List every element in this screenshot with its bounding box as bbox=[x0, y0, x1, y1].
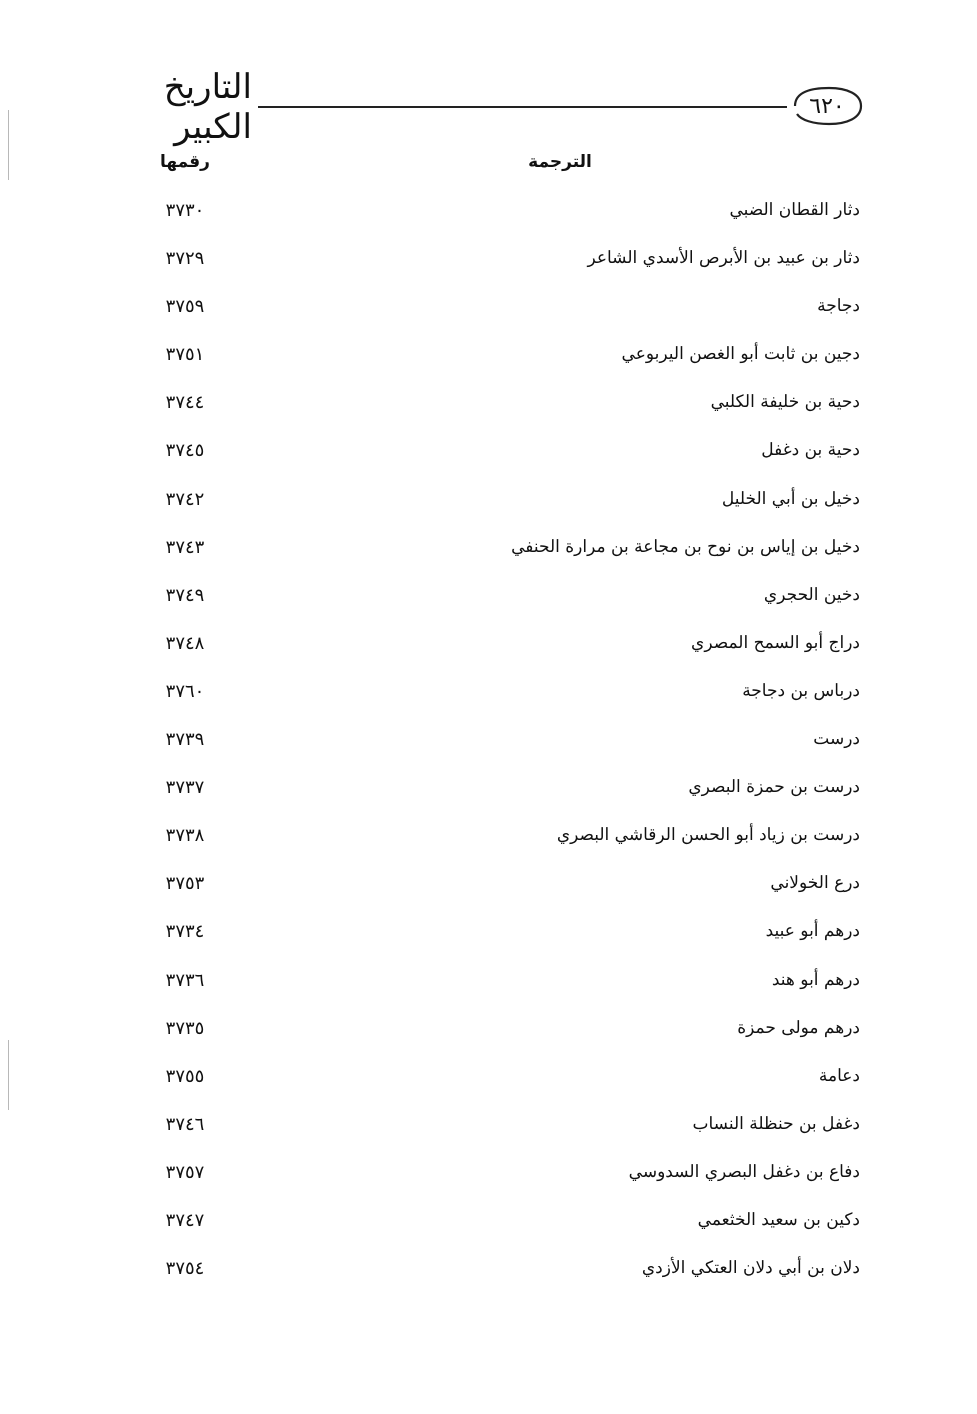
list-item bbox=[150, 675, 860, 723]
list-item bbox=[150, 194, 860, 242]
list-item bbox=[150, 386, 860, 434]
entry-name: درست بن حمزة البصري bbox=[688, 777, 860, 798]
entry-name: دعامة bbox=[818, 1065, 860, 1086]
entry-name: دكين بن سعيد الخثعمي bbox=[697, 1209, 860, 1230]
list-item bbox=[150, 483, 860, 531]
entry-name: درباس بن دجاجة bbox=[742, 680, 860, 701]
entry-number: ٣٧٤٨ bbox=[165, 632, 205, 654]
entry-number: ٣٧٣٠ bbox=[165, 200, 205, 221]
entry-number: ٣٧٥٩ bbox=[165, 296, 205, 318]
entry-number: ٣٧٤٤ bbox=[165, 392, 205, 414]
entry-number: ٣٧٤٧ bbox=[165, 1209, 205, 1231]
entry-name: دراج أبو السمح المصري bbox=[691, 632, 860, 653]
list-item bbox=[150, 242, 860, 290]
entry-name: دثار القطان الضبي bbox=[729, 200, 860, 220]
entry-number: ٣٧٣٧ bbox=[165, 777, 205, 799]
entry-name: دخين الحجري bbox=[763, 584, 860, 605]
list-item bbox=[150, 723, 860, 771]
entry-name: دحية بن دغفل bbox=[761, 440, 860, 461]
entry-number: ٣٧٥٤ bbox=[165, 1258, 205, 1280]
entry-name: درهم مولى حمزة bbox=[737, 1017, 860, 1038]
entry-number: ٣٧٤٣ bbox=[165, 536, 205, 558]
list-item bbox=[150, 771, 860, 819]
entry-number: ٣٧٥٣ bbox=[165, 873, 205, 895]
entry-name: دخيل بن أبي الخليل bbox=[721, 488, 860, 509]
list-item bbox=[150, 1060, 860, 1108]
entry-name: دجاجة bbox=[817, 296, 860, 317]
list-item bbox=[150, 627, 860, 675]
list-item bbox=[150, 1156, 860, 1204]
column-header-name: الترجمة bbox=[528, 152, 592, 172]
entry-name: درست bbox=[813, 729, 860, 750]
entry-name: دلان بن أبي دلان العتكي الأزدي bbox=[641, 1258, 860, 1279]
entry-number: ٣٧٣٨ bbox=[165, 825, 205, 847]
list-item bbox=[150, 290, 860, 338]
running-title: التاريخ الكبير bbox=[163, 67, 252, 147]
entry-number: ٣٧٤٥ bbox=[165, 440, 205, 462]
list-item bbox=[150, 338, 860, 386]
entry-number: ٣٧٥٥ bbox=[165, 1065, 205, 1087]
list-item bbox=[150, 915, 860, 963]
header-rule bbox=[258, 106, 787, 108]
list-item bbox=[150, 1204, 860, 1252]
entry-name: دجين بن ثابت أبو الغصن اليربوعي bbox=[621, 344, 860, 365]
column-header-number: رقمها bbox=[160, 152, 210, 172]
list-item bbox=[150, 434, 860, 482]
scan-edge-line bbox=[8, 1040, 9, 1110]
page-header bbox=[110, 67, 865, 147]
entry-name: درع الخولاني bbox=[770, 873, 860, 894]
entry-number: ٣٧٤٦ bbox=[165, 1113, 205, 1135]
entry-name: دثار بن عبيد بن الأبرص الأسدي الشاعر bbox=[587, 248, 860, 269]
entry-name: دفاع بن دغفل البصري السدوسي bbox=[628, 1161, 860, 1182]
list-item bbox=[150, 1252, 860, 1300]
entry-name: درهم أبو هند bbox=[771, 969, 860, 990]
list-item bbox=[150, 1108, 860, 1156]
entry-number: ٣٧٤٩ bbox=[165, 584, 205, 606]
entry-name: درست بن زياد أبو الحسن الرقاشي البصري bbox=[556, 825, 860, 846]
list-item bbox=[150, 819, 860, 867]
entry-number: ٣٧٢٩ bbox=[165, 248, 205, 270]
page-number: ٦٢٠ bbox=[809, 93, 845, 119]
entry-number: ٣٧٦٠ bbox=[165, 680, 205, 702]
entries-list bbox=[150, 194, 860, 1300]
list-item bbox=[150, 579, 860, 627]
entry-number: ٣٧٣٤ bbox=[165, 921, 205, 943]
list-item bbox=[150, 867, 860, 915]
entry-name: درهم أبو عبيد bbox=[765, 921, 860, 942]
entry-number: ٣٧٥١ bbox=[165, 344, 205, 366]
entry-number: ٣٧٥٧ bbox=[165, 1161, 205, 1183]
list-item bbox=[150, 1012, 860, 1060]
list-item bbox=[150, 964, 860, 1012]
entry-name: دحية بن خليفة الكلبي bbox=[710, 392, 860, 413]
entry-name: دخيل بن إياس بن نوح بن مجاعة بن مرارة الحنفي bbox=[511, 536, 860, 557]
entry-number: ٣٧٣٥ bbox=[165, 1017, 205, 1039]
entry-number: ٣٧٣٩ bbox=[165, 729, 205, 751]
list-item bbox=[150, 531, 860, 579]
page-number-badge bbox=[789, 84, 865, 128]
entry-number: ٣٧٤٢ bbox=[165, 488, 205, 510]
scan-edge-line bbox=[8, 110, 9, 180]
entry-number: ٣٧٣٦ bbox=[165, 969, 205, 991]
entry-name: دغفل بن حنظلة النساب bbox=[692, 1113, 860, 1134]
